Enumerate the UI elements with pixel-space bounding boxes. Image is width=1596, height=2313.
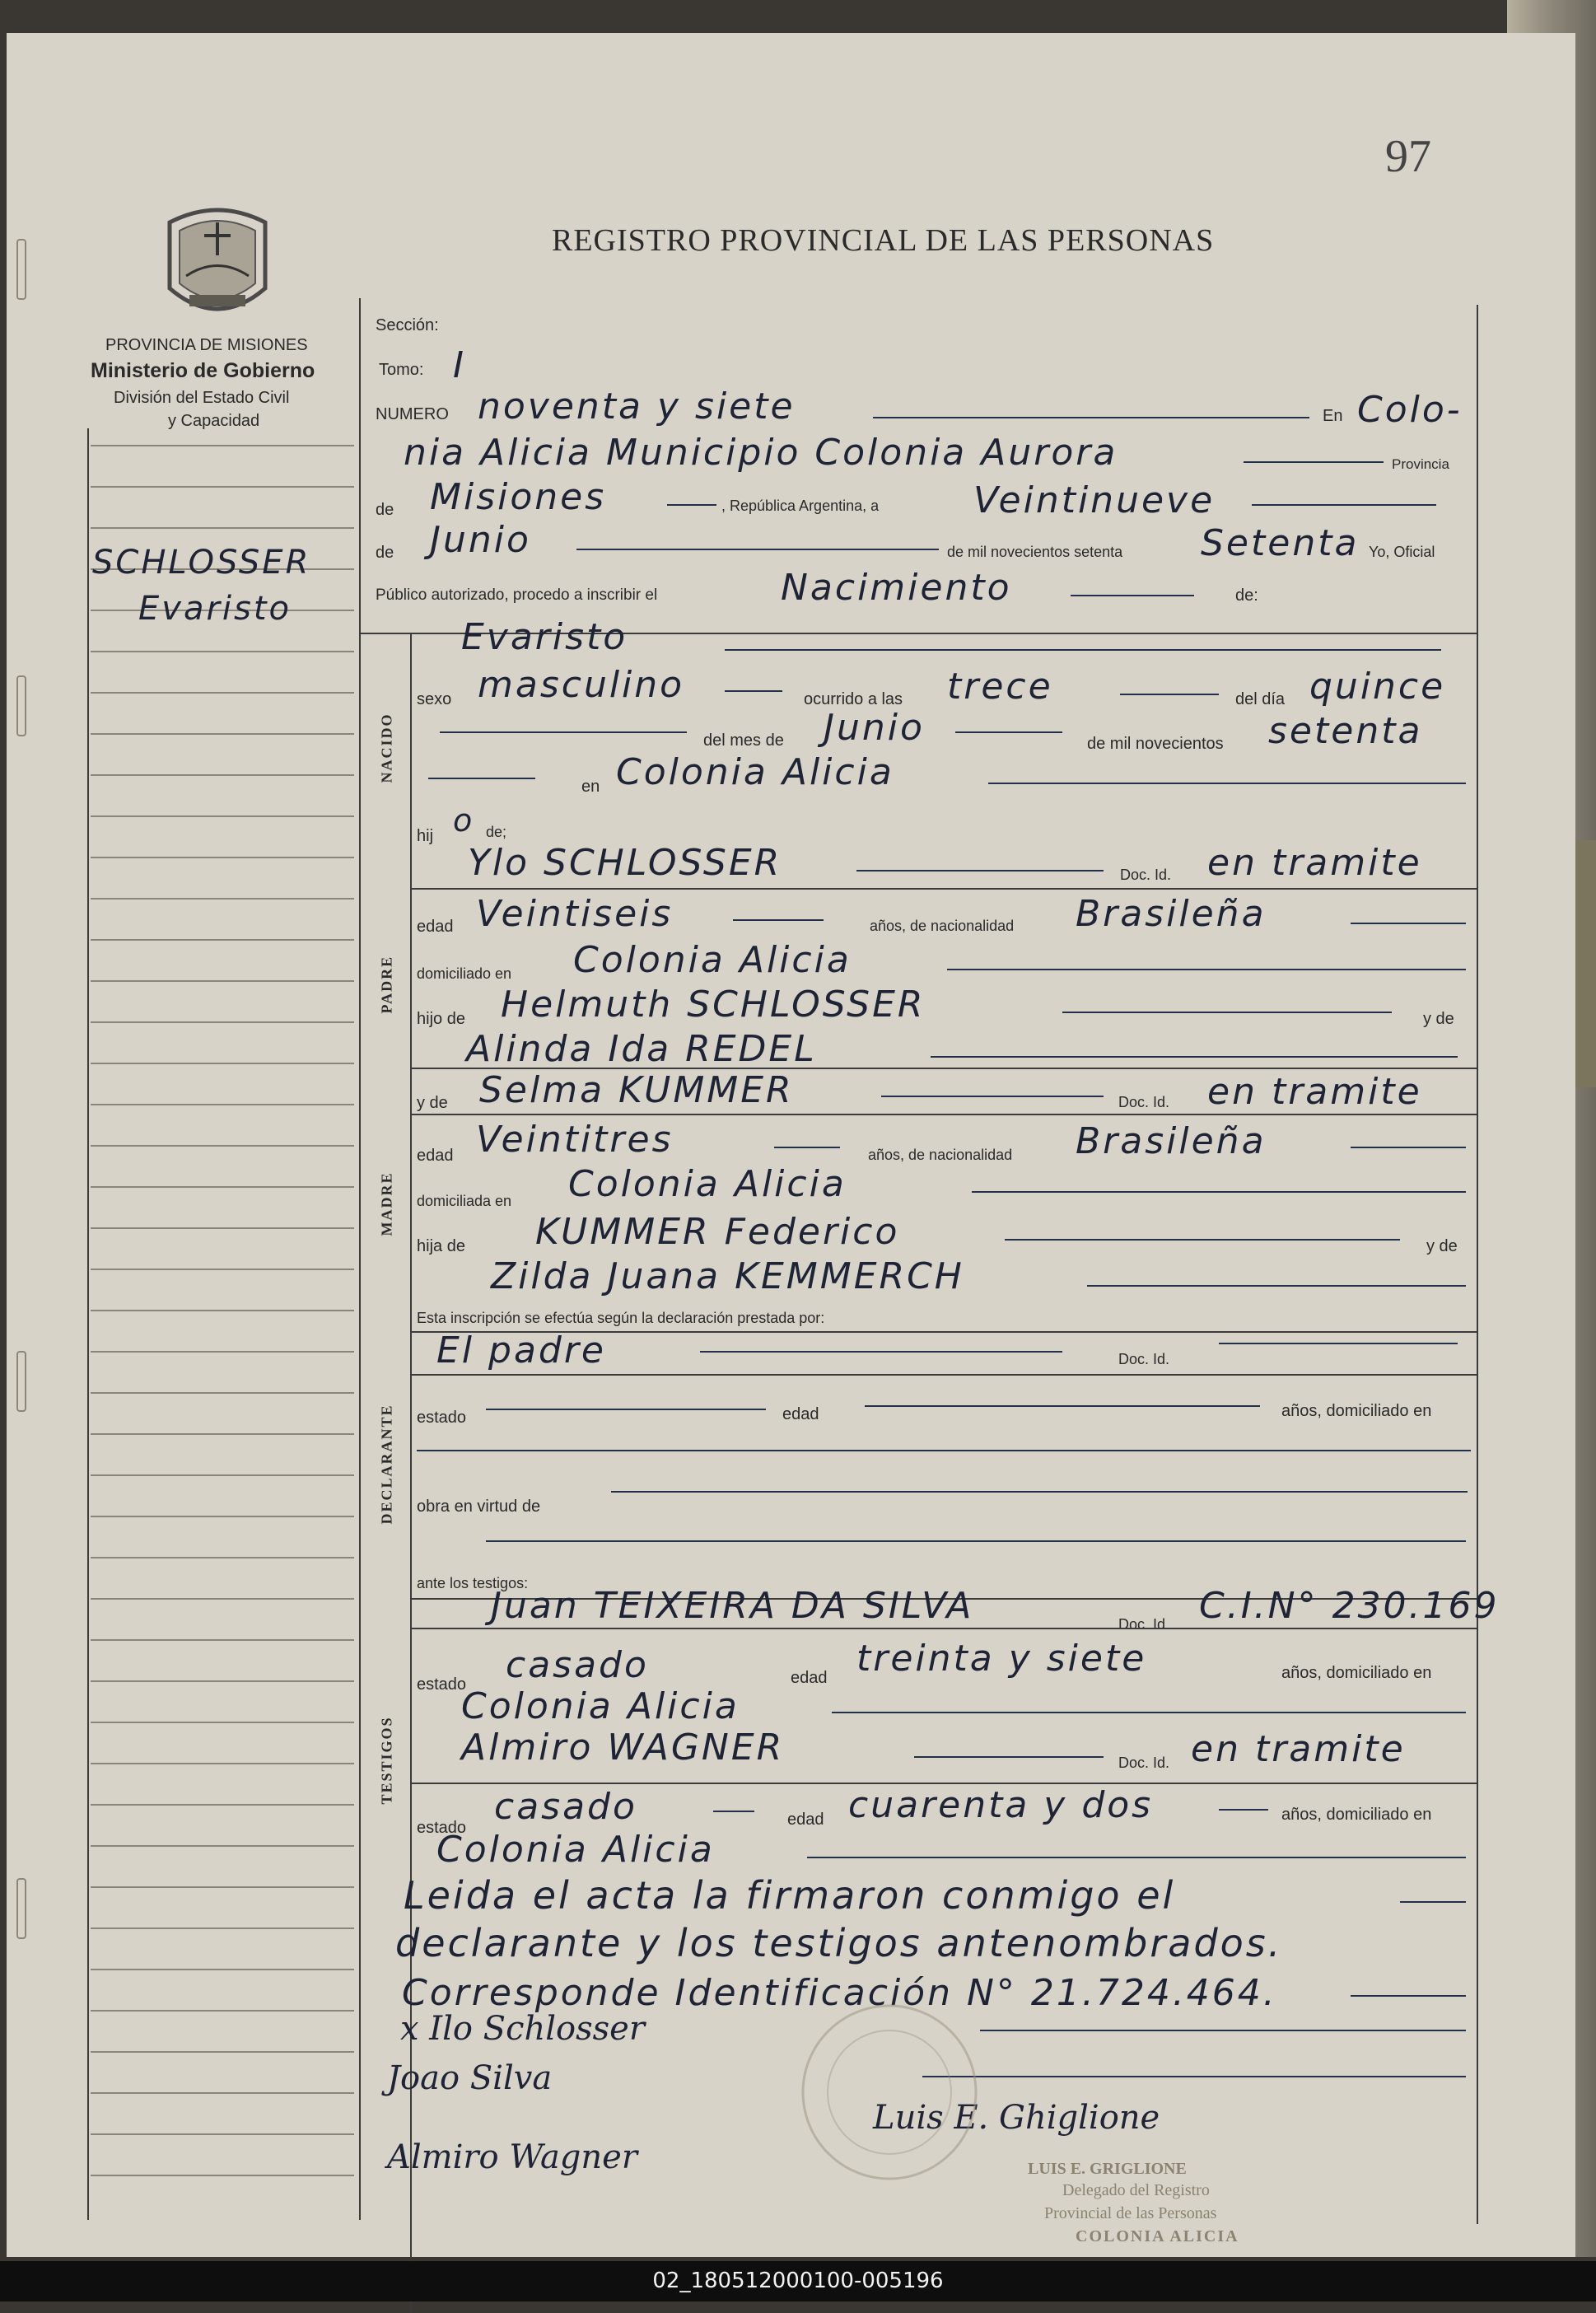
provincial-seal-icon (161, 198, 273, 329)
label-padre-anos: años, de nacionalidad (870, 918, 1015, 934)
signature-oficial: Luis E. Ghiglione (873, 2099, 1160, 2137)
division-label: División del Estado Civil (114, 389, 290, 407)
margin-ruled-line (91, 857, 354, 858)
label-padre-hijo-de: hijo de (417, 1010, 465, 1028)
page-title: REGISTRO PROVINCIAL DE LAS PERSONAS (552, 223, 1215, 258)
margin-ruled-line (91, 2133, 354, 2135)
stamp-office: Provincial de las Personas (1044, 2204, 1217, 2222)
label-publico: Público autorizado, procedo a inscribir el (376, 586, 658, 604)
label-republica: , República Argentina, a (721, 498, 880, 514)
section-padre: PADRE (378, 955, 395, 1014)
label-declarante-doc: Doc. Id. (1118, 1351, 1170, 1367)
margin-ruled-line (91, 1269, 354, 1270)
field-madre-doc: en tramite (1207, 1071, 1422, 1113)
margin-ruled-line (91, 2092, 354, 2094)
margin-ruled-line (91, 939, 354, 941)
field-tomo: I (453, 344, 466, 386)
margin-ruled-line (91, 1227, 354, 1229)
label-madre-edad: edad (417, 1147, 454, 1165)
label-testigo1-estado: estado (417, 1675, 467, 1694)
stamp-role: Delegado del Registro (1062, 2181, 1210, 2199)
label-yo-oficial: Yo, Oficial (1369, 544, 1435, 560)
label-testigo2-doc: Doc. Id. (1118, 1755, 1170, 1771)
field-padre-dom: Colonia Alicia (573, 939, 852, 981)
signature-padre: x Ilo Schlosser (400, 2010, 645, 2048)
field-anio-nac: setenta (1268, 710, 1423, 752)
label-provincia: Provincia (1392, 456, 1449, 472)
margin-rule (359, 298, 361, 2220)
label-de-mil: de mil novecientos setenta (947, 544, 1123, 560)
margin-ruled-line (91, 1928, 354, 1929)
field-numero: noventa y siete (478, 386, 796, 428)
label-madre-anos: años, de nacionalidad (868, 1147, 1013, 1163)
margin-ruled-line (91, 1145, 354, 1147)
field-padre-nac: Brasileña (1076, 893, 1267, 935)
label-de-2: de (376, 544, 394, 562)
field-madre-y-de: Zilda Juana KEMMERCH (491, 1255, 964, 1297)
stamp-name: LUIS E. GRIGLIONE (1028, 2160, 1187, 2178)
margin-ruled-line (91, 1639, 354, 1641)
label-de-mil-nov: de mil novecientos (1087, 735, 1224, 753)
margin-ruled-line (91, 898, 354, 900)
label-madre-y-de: y de (1426, 1237, 1458, 1255)
binding-stitch (16, 239, 26, 300)
margin-ruled-line (91, 651, 354, 652)
signature-testigo2: Almiro Wagner (387, 2138, 637, 2176)
margin-ruled-line (91, 1886, 354, 1888)
label-testigo2-estado: estado (417, 1819, 467, 1837)
label-padre-dom: domiciliado en (417, 965, 512, 982)
binding-stitch (16, 1878, 26, 1939)
official-stamp-icon (782, 1993, 996, 2191)
margin-surname: SCHLOSSER (92, 544, 311, 582)
margin-ruled-line (91, 1351, 354, 1353)
margin-given-name: Evaristo (138, 590, 292, 628)
label-madre-dom: domiciliada en (417, 1193, 512, 1209)
right-rule (1477, 305, 1478, 2224)
label-seccion: Sección: (376, 316, 439, 334)
closing-line-1: Leida el acta la firmaron conmigo el (404, 1873, 1176, 1918)
label-de: de (376, 501, 394, 519)
label-declarante-edad: edad (782, 1405, 819, 1423)
label-declarante-estado: estado (417, 1409, 467, 1427)
margin-ruled-line (91, 1969, 354, 1970)
field-madre-hija-de: KUMMER Federico (535, 1211, 900, 1253)
section-nacido: NACIDO (378, 713, 395, 783)
field-padre-y-de: Alinda Ida REDEL (466, 1028, 817, 1070)
capacity-label: y Capacidad (168, 412, 260, 430)
field-hijo-sufijo: o (453, 802, 475, 839)
label-de-semi: de; (486, 824, 507, 840)
field-padre-nombre: Ylo SCHLOSSER (468, 842, 782, 884)
field-mes: Junio (824, 707, 925, 749)
field-testigo1-estado: casado (506, 1644, 649, 1686)
field-nombre: Evaristo (461, 616, 628, 658)
field-testigo1: Juan TEIXEIRA DA SILVA (491, 1585, 974, 1627)
label-testigo2-edad: edad (787, 1811, 824, 1829)
label-de-colon: de: (1235, 586, 1258, 605)
label-padre-y-de: y de (1423, 1010, 1454, 1028)
label-madre-hija-de: hija de (417, 1237, 465, 1255)
field-madre-edad: Veintitres (476, 1119, 674, 1161)
closing-line-2: declarante y los testigos antenombrados. (395, 1921, 1283, 1965)
field-testigo1-edad: treinta y siete (856, 1638, 1147, 1680)
label-padre-edad: edad (417, 918, 454, 936)
section-declarante: DECLARANTE (378, 1404, 395, 1525)
margin-rule (87, 428, 89, 2220)
field-testigo2-estado: casado (494, 1786, 637, 1828)
label-obra: obra en virtud de (417, 1498, 541, 1516)
margin-ruled-line (91, 2051, 354, 2053)
margin-ruled-line (91, 774, 354, 776)
label-testigo1-doc: Doc. Id. (1118, 1616, 1170, 1633)
margin-ruled-line (91, 1722, 354, 1723)
field-madre-dom: Colonia Alicia (568, 1163, 847, 1205)
label-del-dia: del día (1235, 690, 1286, 708)
label-esta-inscripcion: Esta inscripción se efectúa según la declaración prestada por: (417, 1310, 825, 1326)
label-testigo1-edad: edad (791, 1669, 828, 1687)
label-ocurrido: ocurrido a las (804, 690, 903, 708)
field-en-cont: nia Alicia Municipio Colonia Aurora (404, 432, 1118, 474)
margin-ruled-line (91, 1804, 354, 1806)
label-en-small: en (581, 778, 600, 796)
signature-testigo1: Joao Silva (387, 2059, 553, 2097)
margin-ruled-line (91, 1310, 354, 1311)
margin-ruled-line (91, 2010, 354, 2012)
label-declarante-anos: años, domiciliado en (1281, 1402, 1432, 1420)
margin-ruled-line (91, 692, 354, 694)
field-sexo: masculino (478, 664, 685, 706)
closing-line-3: Corresponde Identificación N° 21.724.464. (402, 1972, 1277, 2014)
field-anio: Setenta (1201, 522, 1360, 564)
margin-ruled-line (91, 1763, 354, 1764)
label-ante: ante los testigos: (417, 1575, 529, 1591)
field-dia: quince (1309, 666, 1446, 708)
label-numero: NUMERO (376, 405, 449, 423)
margin-ruled-line (91, 815, 354, 817)
margin-ruled-line (91, 2175, 354, 2176)
label-madre-doc: Doc. Id. (1118, 1094, 1170, 1110)
field-padre-doc: en tramite (1207, 842, 1422, 884)
margin-ruled-line (91, 1021, 354, 1023)
footer-id: 02_180512000100-005196 (0, 2261, 1596, 2301)
field-acto: Nacimiento (781, 567, 1012, 609)
label-tomo: Tomo: (379, 361, 424, 379)
section-testigos: TESTIGOS (378, 1716, 395, 1805)
binding-stitch (16, 675, 26, 736)
label-sexo: sexo (417, 690, 452, 708)
section-madre: MADRE (378, 1171, 395, 1236)
field-hora: trece (947, 666, 1053, 708)
field-provincia: Misiones (430, 476, 607, 518)
field-padre-hijo-de: Helmuth SCHLOSSER (501, 984, 926, 1026)
field-padre-edad: Veintiseis (476, 893, 674, 935)
field-testigo2-dom: Colonia Alicia (436, 1829, 715, 1871)
margin-ruled-line (91, 1598, 354, 1600)
label-en: En (1323, 407, 1343, 425)
margin-ruled-line (91, 1104, 354, 1105)
province-label: PROVINCIA DE MISIONES (105, 336, 308, 354)
margin-ruled-line (91, 980, 354, 982)
label-testigo2-anos: años, domiciliado en (1281, 1806, 1432, 1824)
page-number: 97 (1385, 131, 1431, 182)
label-madre-y-de-top: y de (417, 1094, 448, 1112)
stamp-location: COLONIA ALICIA (1076, 2227, 1239, 2245)
margin-ruled-line (91, 1186, 354, 1188)
margin-ruled-line (91, 527, 354, 529)
margin-ruled-line (91, 1433, 354, 1435)
margin-ruled-line (91, 1680, 354, 1682)
field-madre-nac: Brasileña (1076, 1120, 1267, 1162)
field-testigo2: Almiro WAGNER (461, 1727, 785, 1769)
field-testigo2-edad: cuarenta y dos (848, 1784, 1154, 1826)
label-hij: hij (417, 827, 434, 845)
field-fecha-mes: Junio (430, 519, 531, 561)
field-madre-nombre: Selma KUMMER (479, 1069, 794, 1111)
field-lugar: Colonia Alicia (616, 751, 894, 793)
margin-ruled-line (91, 1845, 354, 1847)
margin-ruled-line (91, 733, 354, 735)
margin-ruled-line (91, 486, 354, 488)
margin-ruled-line (91, 1392, 354, 1394)
margin-ruled-line (91, 1516, 354, 1517)
label-padre-doc: Doc. Id. (1120, 867, 1172, 883)
field-declarante: El padre (436, 1329, 606, 1371)
margin-ruled-line (91, 1474, 354, 1476)
field-testigo1-doc: C.I.N° 230.169 (1199, 1585, 1500, 1627)
ministry-label: Ministerio de Gobierno (91, 359, 315, 382)
field-fecha-dia: Veintinueve (973, 479, 1216, 521)
field-en: Colo- (1357, 389, 1463, 431)
field-testigo2-doc: en tramite (1191, 1728, 1406, 1770)
margin-ruled-line (91, 1063, 354, 1064)
binding-stitch (16, 1351, 26, 1412)
label-del-mes: del mes de (703, 731, 784, 750)
field-testigo1-dom: Colonia Alicia (461, 1685, 740, 1727)
margin-ruled-line (91, 1557, 354, 1558)
label-testigo1-anos: años, domiciliado en (1281, 1664, 1432, 1682)
